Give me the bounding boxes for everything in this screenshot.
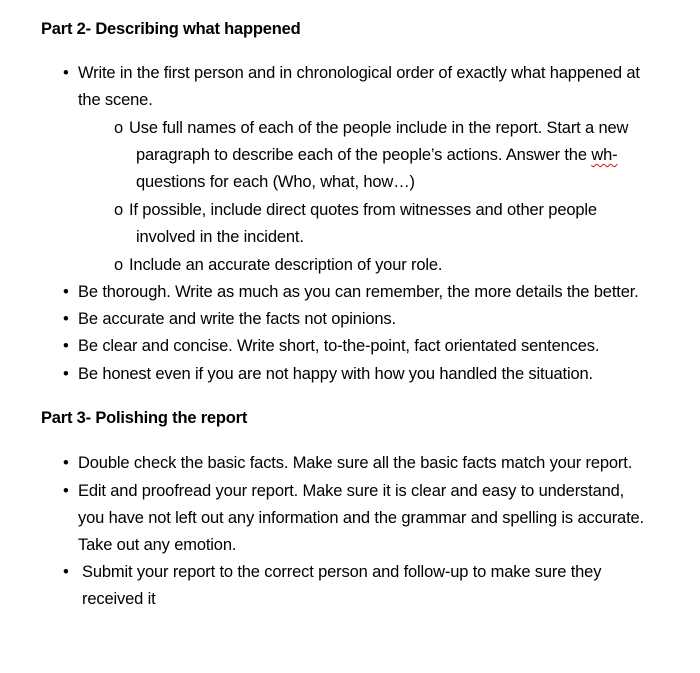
list-item-text: Be clear and concise. Write short, to-the-point, fact orientated sentences. (78, 337, 600, 355)
list-item-text: Write in the first person and in chronological order of exactly what happened at the scene. (78, 64, 640, 110)
list-item (129, 197, 636, 251)
sub-bullet-marker: o (114, 119, 124, 137)
list-item (78, 306, 678, 333)
list-item-text: Be accurate and write the facts not opinions. (78, 310, 396, 328)
list-item (78, 279, 688, 306)
list-item-text: Submit your report to the correct person and follow-up to make sure they received it (82, 563, 602, 609)
list-item (78, 333, 678, 360)
sub-bullet-marker: o (114, 201, 124, 219)
list-item (78, 361, 678, 388)
part2-heading: Part 2- Describing what happened (41, 20, 301, 38)
bullet-marker: • (63, 365, 69, 383)
sub-bullet-marker: o (114, 256, 124, 274)
spellcheck-flagged-word: wh- (591, 146, 618, 165)
list-item-text: Double check the basic facts. Make sure all the basic facts match your report. (78, 454, 633, 472)
list-item (82, 559, 642, 613)
list-item-text: questions for each (Who, what, how…) (136, 173, 415, 192)
bullet-marker: • (63, 283, 69, 301)
bullet-marker: • (63, 64, 69, 82)
list-item-text: If possible, include direct quotes from witnesses and other people involved in the incident. (129, 201, 597, 247)
part3-heading: Part 3- Polishing the report (41, 409, 248, 427)
list-item-text: Include an accurate description of your role. (129, 256, 443, 274)
list-item (129, 252, 649, 279)
bullet-marker: • (63, 454, 69, 472)
list-item (78, 478, 648, 560)
list-item (129, 115, 656, 197)
bullet-marker: • (63, 337, 69, 355)
list-item-text: Be thorough. Write as much as you can remember, the more details the better. (78, 283, 639, 301)
bullet-marker: • (63, 563, 69, 581)
bullet-marker: • (63, 310, 69, 328)
list-item (78, 60, 653, 114)
list-item-text: Edit and proofread your report. Make sure it is clear and easy to understand, you have not left out any information and the grammar and spelling is accurate. Take out any emotion. (78, 482, 644, 555)
list-item (78, 450, 678, 477)
list-item-text: Use full names of each of the people include in the report. Start a new paragraph to describe each of the people’s actions. Answer the (129, 119, 629, 165)
bullet-marker: • (63, 482, 69, 500)
list-item-text: Be honest even if you are not happy with how you handled the situation. (78, 365, 593, 383)
